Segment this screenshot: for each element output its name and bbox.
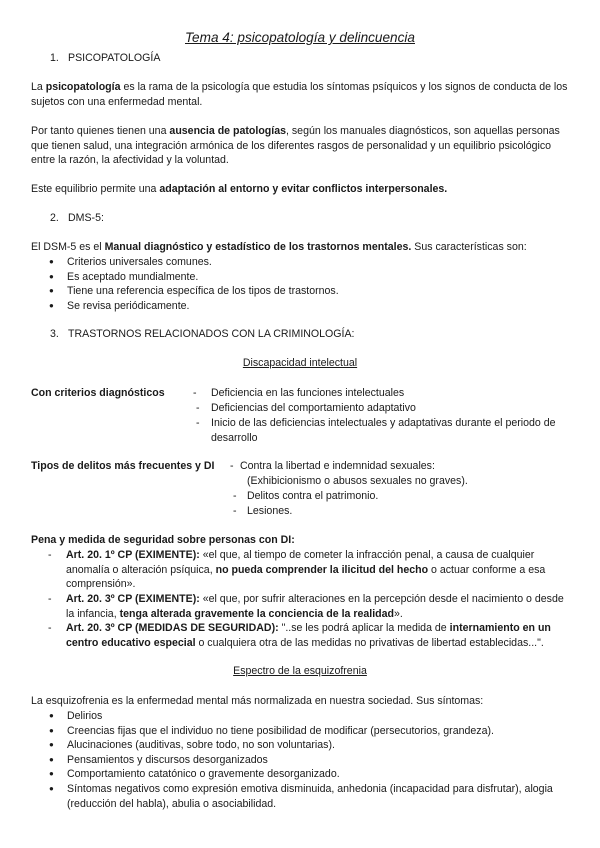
page-title: Tema 4: psicopatología y delincuencia <box>185 30 415 45</box>
dash-icon: - <box>193 387 197 399</box>
paragraph-esquizofrenia: La esquizofrenia es la enfermedad mental más normalizada en nuestra sociedad. Sus síntomas: <box>31 695 484 707</box>
article-title: Art. 20. 3º CP (MEDIDAS DE SEGURIDAD): <box>66 622 279 634</box>
text: Sus características son: <box>411 241 527 253</box>
paragraph-definition <box>31 80 576 109</box>
delito-item: Contra la libertad e indemnidad sexuales: <box>240 460 435 472</box>
bold-text: Manual diagnóstico y estadístico de los trastornos mentales. <box>104 241 412 253</box>
list-item: ● Es aceptado mundialmente. <box>31 270 576 285</box>
section-number: 1. <box>50 52 59 64</box>
article-title: Art. 20. 1º CP (EXIMENTE): <box>66 549 200 561</box>
article-item <box>66 592 571 621</box>
text: "..se les podrá aplicar la medida de <box>278 622 450 634</box>
article-item <box>66 548 571 592</box>
dash-icon: - <box>196 402 200 414</box>
dash-icon: - <box>48 593 52 605</box>
section-heading-dms5 <box>50 211 104 226</box>
list-item: ● Tiene una referencia específica de los tipos de trastornos. <box>31 284 576 299</box>
text: es la rama de la psicología que estudia los síntomas psíquicos y los signos de conducta de los sujetos con una enfermedad mental. <box>31 81 568 108</box>
criterio-item: Inicio de las deficiencias intelectuales y adaptativas durante el periodo de desarrollo <box>211 417 556 444</box>
section-label: PSICOPATOLOGÍA <box>68 52 161 64</box>
list-item: ● Criterios universales comunes. <box>31 255 576 270</box>
text: Este equilibrio permite una <box>31 183 160 195</box>
text: «el que, por sufrir alteraciones en la percepción desde el nacimiento o desde la infancia, <box>66 593 564 620</box>
text: Por tanto quienes tienen una <box>31 125 170 137</box>
list-item: ● Se revisa periódicamente. <box>31 299 576 314</box>
delito-item: Delitos contra el patrimonio. <box>247 490 379 502</box>
list-item: ● Creencias fijas que el individuo no tiene posibilidad de modificar (persecutorios, grandeza). <box>31 724 576 739</box>
text: o cualquiera otra de las medidas no privativas de libertad establecidas...". <box>195 636 544 649</box>
delito-item: Lesiones. <box>247 505 293 517</box>
list-item: ● Pensamientos y discursos desorganizados <box>31 753 576 768</box>
section-label: DMS-5: <box>68 212 104 224</box>
paragraph-equilibrio <box>31 182 576 197</box>
dsm-characteristics-list <box>31 255 576 313</box>
pena-heading: Pena y medida de seguridad sobre personas con DI: <box>31 534 295 546</box>
section-label: TRASTORNOS RELACIONADOS CON LA CRIMINOLOGÍA: <box>68 328 355 340</box>
bold-text: ausencia de patologías <box>169 125 286 137</box>
text: ». <box>393 607 403 620</box>
section-heading-trastornos <box>50 327 354 342</box>
list-item: ● Delirios <box>31 709 576 724</box>
dash-icon: - <box>48 622 52 634</box>
criterio-item: Deficiencia en las funciones intelectuales <box>211 387 405 399</box>
subheading-esquizofrenia: Espectro de la esquizofrenia <box>233 665 367 677</box>
dash-icon: - <box>233 490 237 502</box>
text: , según los manuales diagnósticos, son aquellas personas que tienen salud, una integración armónica de los diferentes rasgos de personalidad y un equilibrio psicológico entre la razón, la afectividad y la voluntad. <box>31 125 560 167</box>
bold-text: internamiento en un centro educativo especial <box>66 622 551 649</box>
dash-icon: - <box>233 505 237 517</box>
article-item <box>66 621 571 650</box>
bold-text: no pueda comprender la ilicitud del hecho <box>215 563 429 576</box>
bold-text: tenga alterada gravemente la conciencia de la realidad <box>119 607 394 620</box>
section-heading-psicopatologia <box>50 51 160 66</box>
criterio-item: Deficiencias del comportamiento adaptativo <box>211 402 416 414</box>
esquizofrenia-symptoms-list <box>31 709 576 811</box>
section-number: 3. <box>50 328 59 340</box>
text: La <box>31 81 46 93</box>
criterios-label: Con criterios diagnósticos <box>31 387 165 399</box>
text: «el que, al tiempo de cometer la infracción penal, a causa de cualquier anomalía o alteración psíquica, <box>66 549 535 576</box>
text: El DSM-5 es el <box>31 241 105 253</box>
section-number: 2. <box>50 212 59 224</box>
dash-icon: - <box>196 417 200 429</box>
bold-text: psicopatología <box>45 81 121 93</box>
paragraph-dsm5 <box>31 240 576 255</box>
list-item: ● Síntomas negativos como expresión emotiva disminuida, anhedonia (incapacidad para disfrutar), alogia (reducción del habla), abulia o asociabilidad. <box>31 782 576 811</box>
list-item: ● Comportamiento catatónico o gravemente desorganizado. <box>31 767 576 782</box>
delitos-label: Tipos de delitos más frecuentes y DI <box>31 460 215 472</box>
text: o actuar conforme a esa comprensión». <box>66 563 546 591</box>
subheading-discapacidad: Discapacidad intelectual <box>242 357 358 369</box>
dash-icon: - <box>48 549 52 561</box>
dash-icon: - <box>230 460 234 472</box>
paragraph-ausencia <box>31 124 576 168</box>
article-title: Art. 20. 3º CP (EXIMENTE): <box>66 593 200 605</box>
delito-item-detail: (Exhibicionismo o abusos sexuales no graves). <box>247 475 468 487</box>
bold-text: adaptación al entorno y evitar conflictos interpersonales. <box>159 183 448 195</box>
list-item: ● Alucinaciones (auditivas, sobre todo, no son voluntarias). <box>31 738 576 753</box>
